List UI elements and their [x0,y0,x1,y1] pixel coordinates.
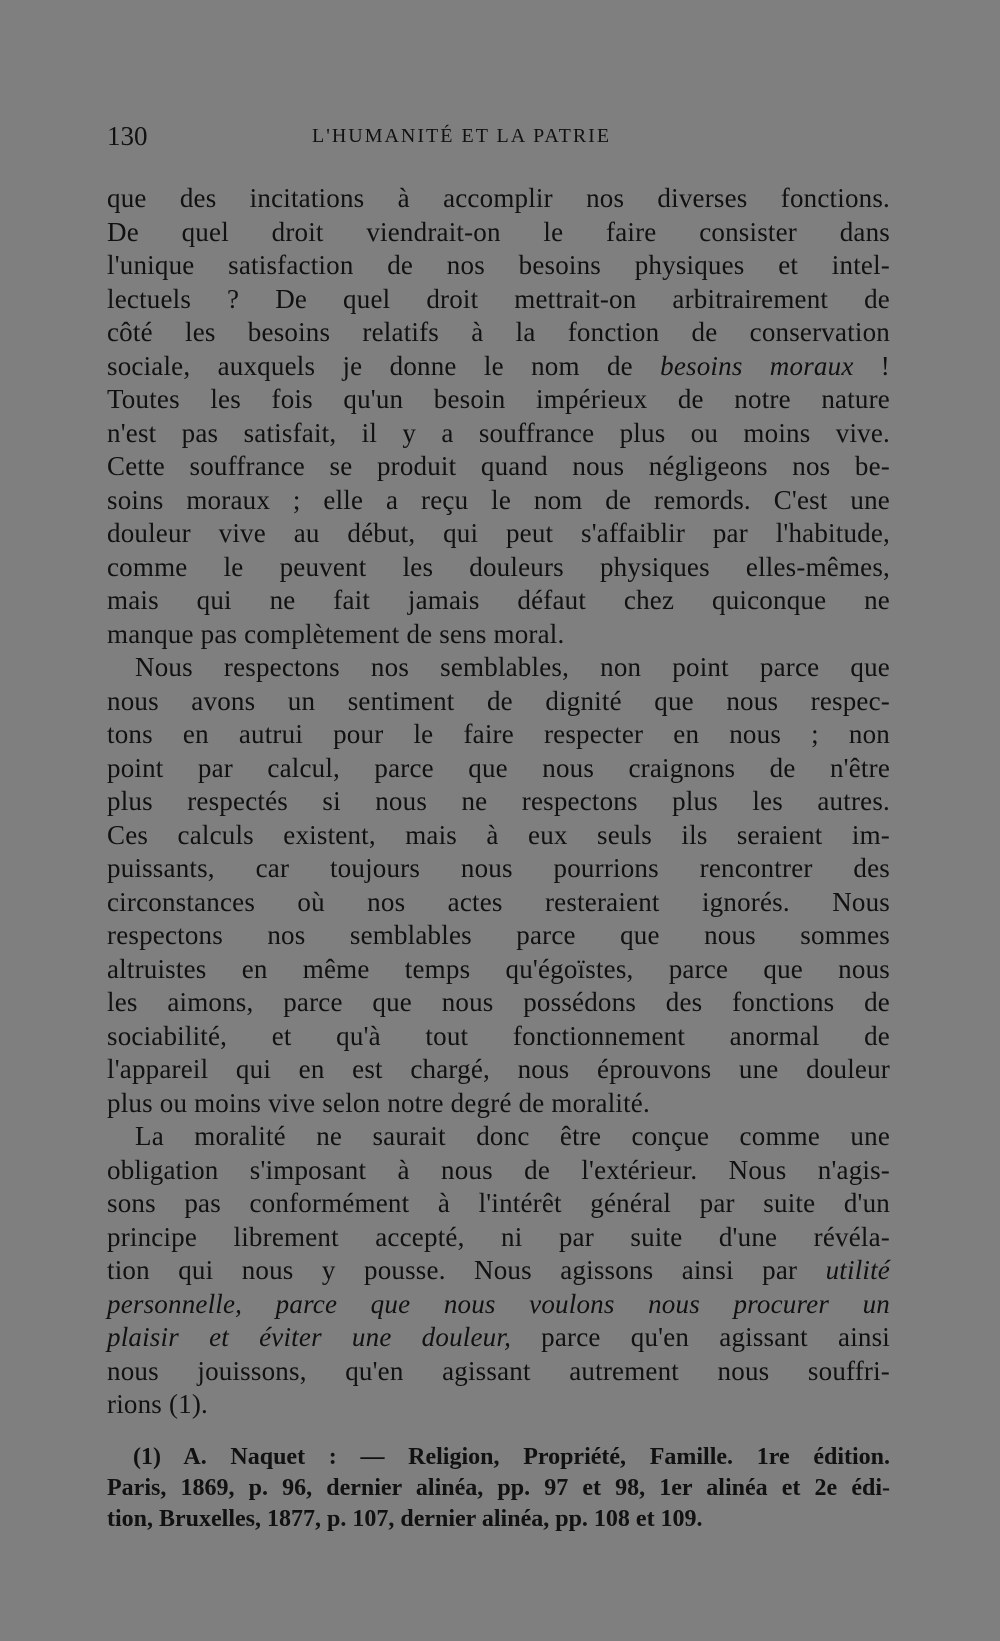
text-line [107,1288,890,1322]
text-line: comme le peuvent les douleurs physiques elles-mêmes, [107,551,890,582]
text-line: l'unique satisfaction de nos besoins physiques et intel- [107,250,890,280]
text-line: De quel droit viendrait-on le faire consister dans [107,216,890,247]
text-line: l'appareil qui en est chargé, nous éprouvons une douleur [107,1054,890,1084]
text-line: lectuels ? De quel droit mettrait-on arbitrairement de [107,283,890,314]
text-line: soins moraux ; elle a reçu le nom de remords. C'est une [107,484,890,515]
page-number: 130 [107,121,148,151]
text-line: altruistes en même temps qu'égoïstes, parce que nous [107,953,890,984]
text-line: plus ou moins vive selon notre degré de moralité. [107,1087,650,1118]
text-line: nous jouissons, qu'en agissant autrement nous souffri- [107,1355,890,1386]
paragraph [107,182,890,651]
text-line: douleur vive au début, qui peut s'affaiblir par l'habitude, [107,518,890,548]
italic-text: besoins moraux [660,350,854,381]
italic-text: utilité [825,1255,890,1285]
italic-text: plaisir et éviter une douleur, [107,1322,512,1352]
italic-text: personnelle, parce que nous voulons nous procurer un [107,1288,890,1319]
text-line: principe librement accepté, ni par suite d'une révéla- [107,1221,890,1252]
text-line: manque pas complètement de sens moral. [107,618,565,649]
text-line: sociabilité, et qu'à tout fonctionnement anormal de [107,1020,890,1051]
text-line: n'est pas satisfait, il y a souffrance plus ou moins vive. [107,417,890,448]
text-line: rions (1). [107,1389,208,1419]
text-line: nous avons un sentiment de dignité que nous respec- [107,685,890,716]
text-line: Toutes les fois qu'un besoin impérieux de notre nature [107,384,890,414]
text-line: Ces calculs existent, mais à eux seuls ils seraient im- [107,819,890,850]
footnote-line: Paris, 1869, p. 96, dernier alinéa, pp. 97 et 98, 1er alinéa et 2e édi- [107,1475,890,1501]
text-line: plaisir et éviter une douleur, parce qu'en agissant ainsi [107,1322,890,1352]
text-line: Nous respectons nos semblables, non point parce que [135,652,890,682]
paragraph [107,651,890,1120]
text-line: côté les besoins relatifs à la fonction de conservation [107,317,890,347]
text-line: obligation s'imposant à nous de l'extérieur. Nous n'agis- [107,1154,890,1185]
footnote-line: tion, Bruxelles, 1877, p. 107, dernier alinéa, pp. 108 et 109. [107,1506,703,1532]
text-line: sons pas conformément à l'intérêt général par suite d'un [107,1188,890,1218]
text-line: La moralité ne saurait donc être conçue comme une [135,1121,890,1151]
text-line: plus respectés si nous ne respectons plus les autres. [107,786,890,816]
text-line: point par calcul, parce que nous craignons de n'être [107,752,890,783]
text-line: sociale, auxquels je donne le nom de besoins moraux ! [107,350,890,381]
footnote [107,1442,890,1535]
text-line: tion qui nous y pousse. Nous agissons ainsi par utilité [107,1255,890,1285]
text-line: circonstances où nos actes resteraient ignorés. Nous [107,886,890,917]
paragraph [107,1120,890,1422]
page-header [107,121,892,155]
text-line: mais qui ne fait jamais défaut chez quiconque ne [107,585,890,615]
text-line: les aimons, parce que nous possédons des fonctions de [107,987,890,1017]
text-line: tons en autrui pour le faire respecter en nous ; non [107,719,890,749]
footnote-line: (1) A. Naquet : — Religion, Propriété, Famille. 1re édition. [133,1444,890,1470]
running-title: L'HUMANITÉ ET LA PATRIE [312,125,612,147]
text-line: Cette souffrance se produit quand nous négligeons nos be- [107,451,890,481]
text-line: que des incitations à accomplir nos diverses fonctions. [107,183,890,213]
text-line: puissants, car toujours nous pourrions rencontrer des [107,853,890,883]
body-text [107,182,890,1422]
text-line: respectons nos semblables parce que nous sommes [107,920,890,950]
